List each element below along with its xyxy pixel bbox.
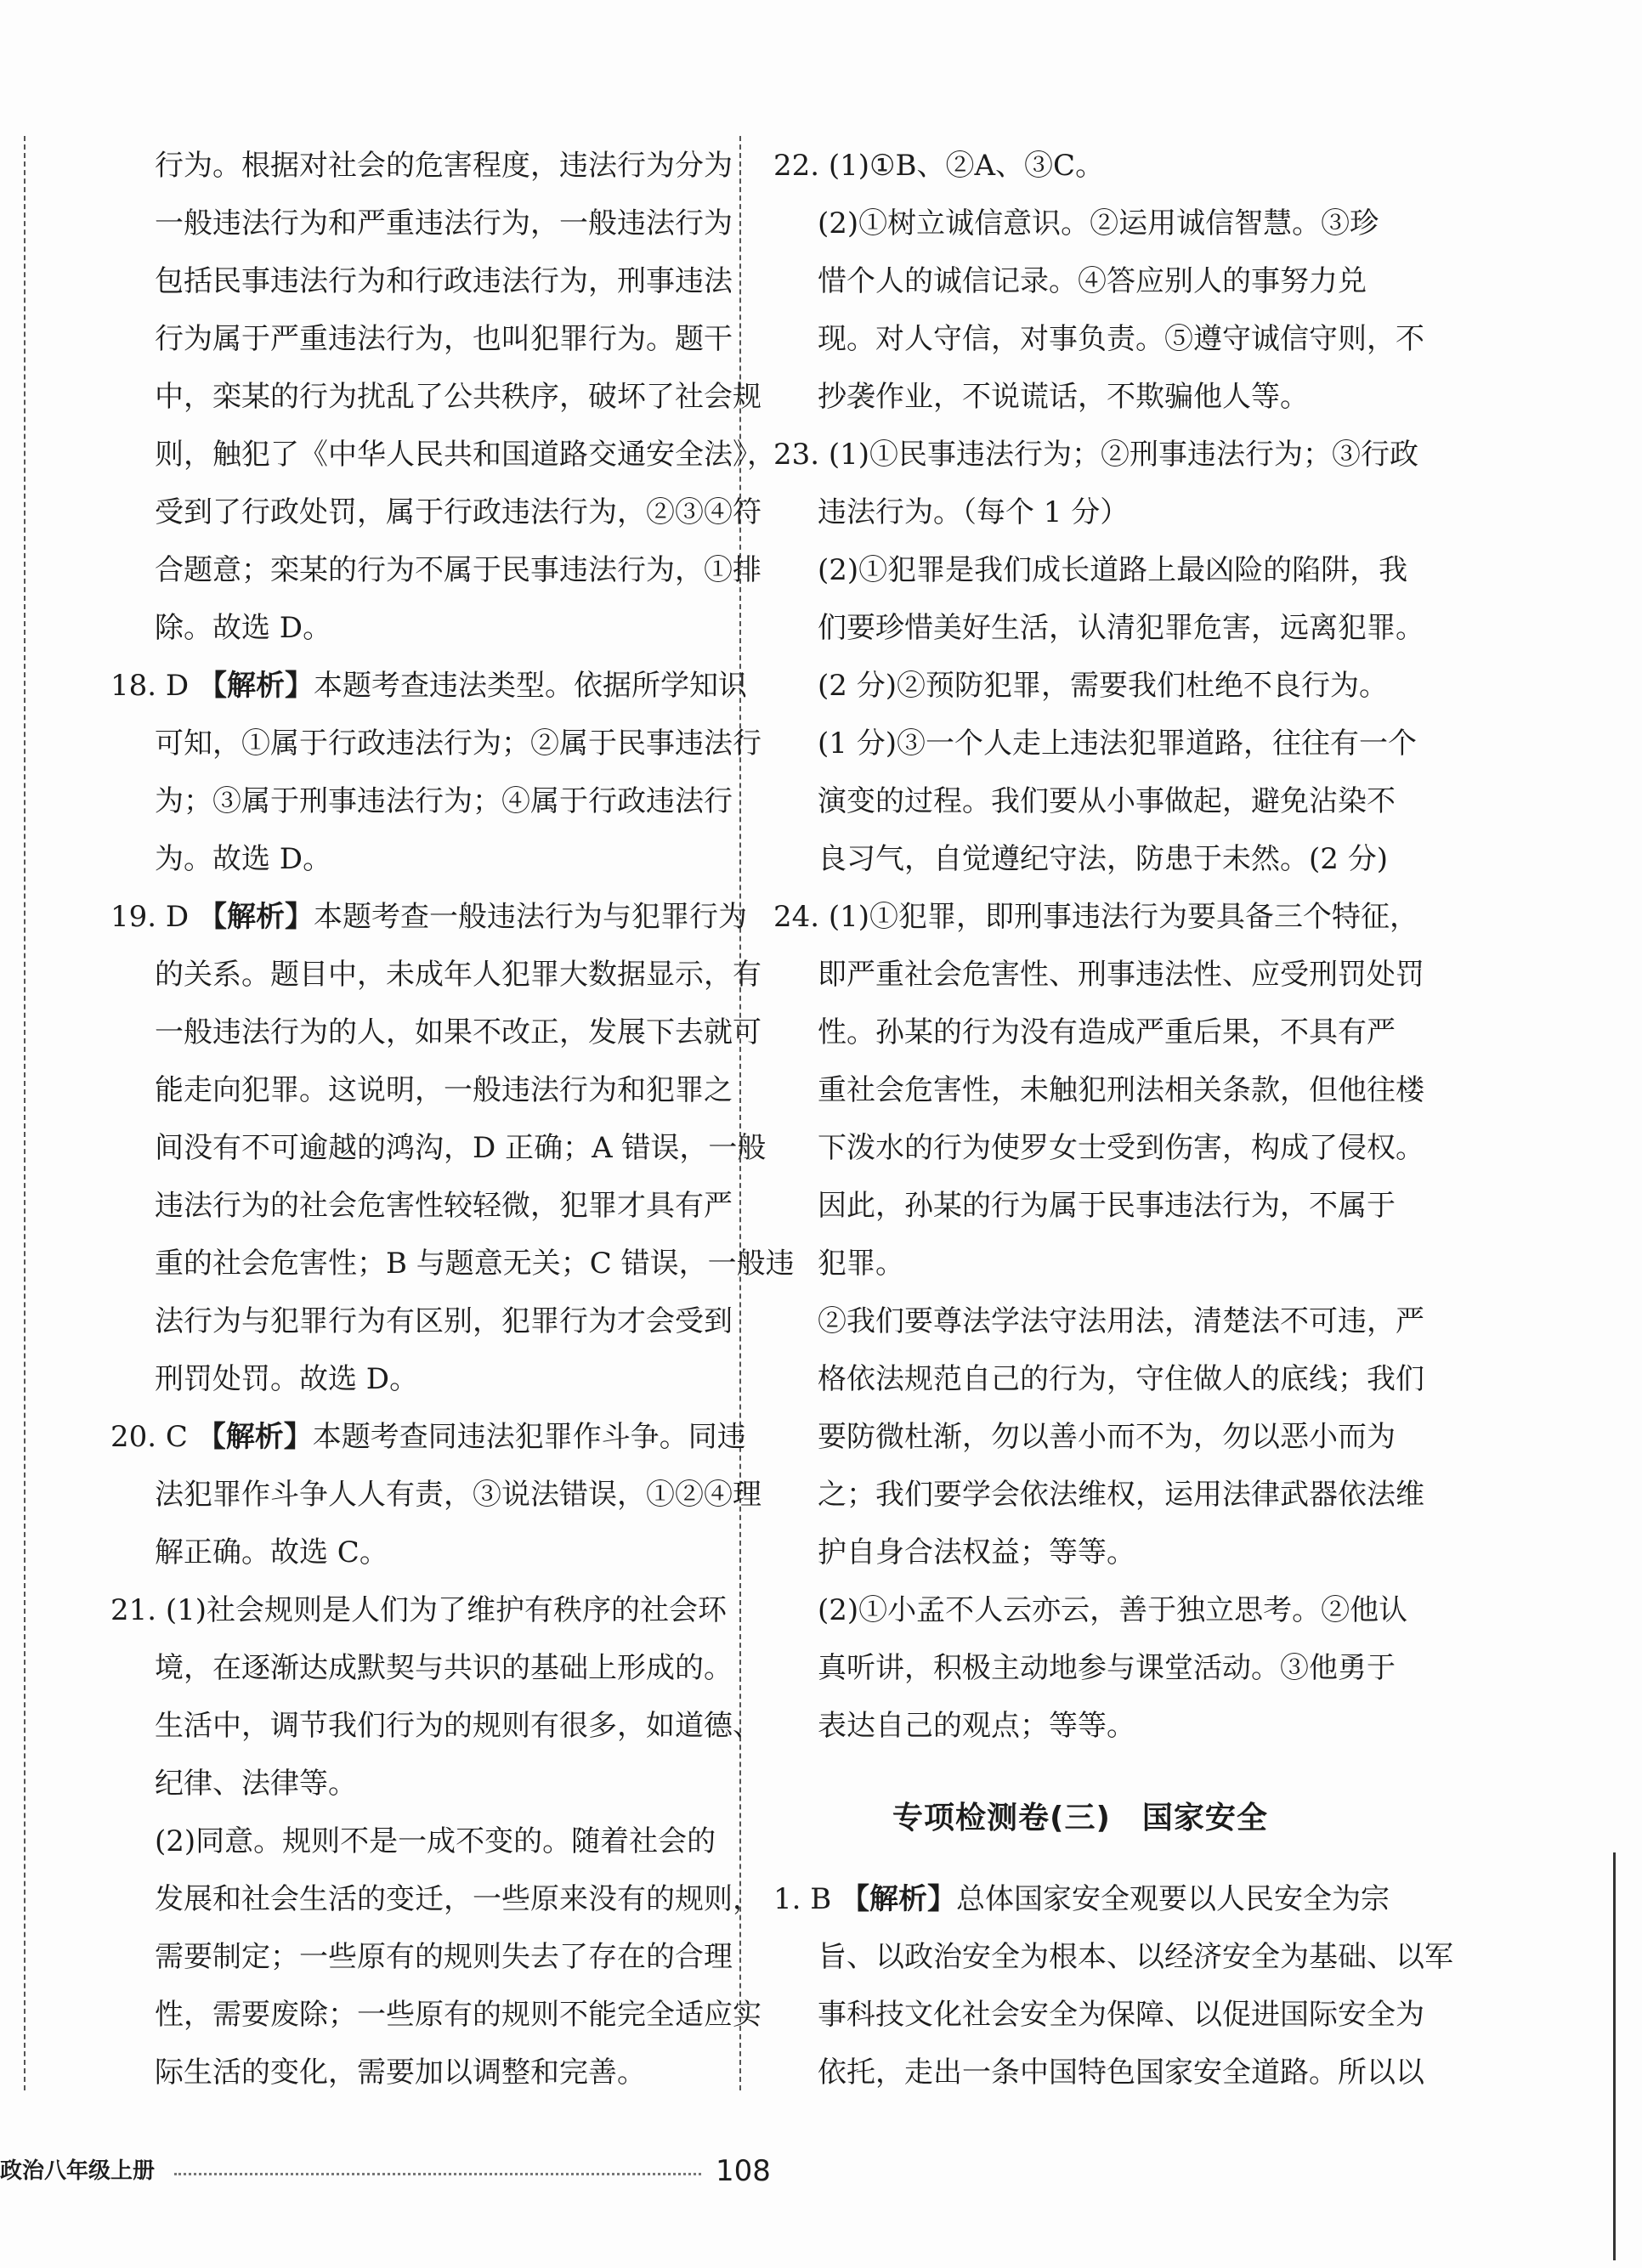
- text-line: 真听讲，积极主动地参与课堂活动。③他勇于: [818, 1651, 1396, 1685]
- text-line: 需要制定；一些原有的规则失去了存在的合理: [155, 1940, 733, 1974]
- book-label: 政治八年级上册: [0, 2158, 156, 2184]
- analysis-tag: 【解析】: [197, 900, 314, 934]
- text-line: 要防微杜渐，勿以善小而不为，勿以恶小而为: [818, 1420, 1396, 1454]
- analysis-tag: 【解析】: [841, 1882, 957, 1916]
- text-line: 下泼水的行为使罗女士受到伤害，构成了侵权。: [818, 1131, 1424, 1165]
- text-line: 依托，走出一条中国特色国家安全道路。所以以: [818, 2056, 1424, 2090]
- text-line: (2)同意。规则不是一成不变的。随着社会的: [155, 1824, 716, 1858]
- text-line: 事科技文化社会安全为保障、以促进国际安全为: [818, 1998, 1424, 2032]
- text-line: 惜个人的诚信记录。④答应别人的事努力兑: [818, 264, 1367, 298]
- text-line: 中，栾某的行为扰乱了公共秩序，破坏了社会规: [155, 380, 762, 414]
- text-line: 可知，①属于行政违法行为；②属于民事违法行: [155, 727, 762, 761]
- answer-number: 19. D: [110, 900, 190, 934]
- text-line: 犯罪。: [818, 1247, 904, 1281]
- text-line: 因此，孙某的行为属于民事违法行为，不属于: [818, 1189, 1396, 1223]
- binding-margin-rule: [24, 136, 25, 2090]
- text-line: (2)①树立诚信意识。②运用诚信智慧。③珍: [818, 206, 1379, 240]
- column-divider-rule: [739, 136, 741, 2090]
- text-line: 护自身合法权益；等等。: [818, 1536, 1135, 1570]
- analysis-tag: 【解析】: [196, 1420, 313, 1454]
- text-line: 为。故选 D。: [155, 842, 332, 876]
- analysis-tag: 【解析】: [197, 669, 314, 703]
- answer-first-line: 21. (1)社会规则是人们为了维护有秩序的社会环: [110, 1593, 728, 1627]
- page-edge-rule: [1613, 1852, 1616, 2260]
- text-line: 解正确。故选 C。: [155, 1536, 388, 1570]
- answer-text: 本题考查违法类型。依据所学知识: [313, 669, 747, 703]
- answer-text: 本题考查同违法犯罪作斗争。同违: [312, 1420, 746, 1454]
- text-line: 一般违法行为的人，如果不改正，发展下去就可: [155, 1015, 762, 1049]
- page-number: 108: [716, 2154, 771, 2188]
- text-line: (2)①小孟不人云亦云，善于独立思考。②他认: [818, 1593, 1408, 1627]
- answer-text: 本题考查一般违法行为与犯罪行为: [313, 900, 747, 934]
- footer-dotted-leader: [174, 2173, 701, 2175]
- text-line: 受到了行政处罚，属于行政违法行为，②③④符: [155, 495, 762, 529]
- text-line: ②我们要尊法学法守法用法，清楚法不可违，严: [818, 1304, 1424, 1338]
- text-line: 即严重社会危害性、刑事违法性、应受刑罚处罚: [818, 958, 1424, 992]
- answer-number: 1. B: [773, 1882, 832, 1916]
- text-line: 合题意；栾某的行为不属于民事违法行为，①排: [155, 553, 762, 587]
- text-line: 生活中，调节我们行为的规则有很多，如道德、: [155, 1709, 762, 1743]
- text-line: 良习气，自觉遵纪守法，防患于未然。(2 分): [818, 842, 1388, 876]
- text-line: 之；我们要学会依法维权，运用法律武器依法维: [818, 1478, 1424, 1512]
- section-title: 专项检测卷(三) 国家安全: [892, 1801, 1268, 1835]
- text-line: 行为。根据对社会的危害程度，违法行为分为: [155, 149, 733, 183]
- answer-number: 18. D: [110, 669, 190, 703]
- text-line: (1 分)③一个人走上违法犯罪道路，往往有一个: [818, 727, 1417, 761]
- text-line: 格依法规范自己的行为，守住做人的底线；我们: [818, 1362, 1424, 1396]
- text-line: 违法行为。（每个 1 分）: [818, 495, 1130, 529]
- text-line: 行为属于严重违法行为，也叫犯罪行为。题干: [155, 322, 733, 356]
- text-line: 除。故选 D。: [155, 611, 332, 645]
- text-line: 纪律、法律等。: [155, 1767, 357, 1801]
- text-line: 则，触犯了《中华人民共和国道路交通安全法》，: [155, 438, 776, 472]
- text-line: 间没有不可逾越的鸿沟，D 正确；A 错误，一般: [155, 1131, 767, 1165]
- text-line: 一般违法行为和严重违法行为，一般违法行为: [155, 206, 733, 240]
- answer-first-line: [773, 1882, 1390, 1916]
- answer-number: 20. C: [110, 1420, 188, 1454]
- answer-first-line: 22. (1)①B、②A、③C。: [773, 149, 1105, 183]
- text-line: 刑罚处罚。故选 D。: [155, 1362, 419, 1396]
- text-line: 际生活的变化，需要加以调整和完善。: [155, 2056, 646, 2090]
- answer-first-line: 24. (1)①犯罪，即刑事违法行为要具备三个特征，: [773, 900, 1419, 934]
- text-line: 演变的过程。我们要从小事做起，避免沾染不: [818, 784, 1396, 818]
- text-line: 的关系。题目中，未成年人犯罪大数据显示，有: [155, 958, 762, 992]
- text-line: 发展和社会生活的变迁，一些原来没有的规则，: [155, 1882, 762, 1916]
- page-footer: [0, 2154, 1642, 2197]
- answer-first-line: [110, 1420, 746, 1454]
- text-line: 表达自己的观点；等等。: [818, 1709, 1135, 1743]
- answer-first-line: 23. (1)①民事违法行为；②刑事违法行为；③行政: [773, 438, 1419, 472]
- answer-first-line: [110, 669, 747, 703]
- text-line: 为；③属于刑事违法行为；④属于行政违法行: [155, 784, 733, 818]
- answer-text: 总体国家安全观要以人民安全为宗: [956, 1882, 1390, 1916]
- text-line: (2)①犯罪是我们成长道路上最凶险的陷阱，我: [818, 553, 1408, 587]
- answer-first-line: [110, 900, 747, 934]
- text-line: 现。对人守信，对事负责。⑤遵守诚信守则，不: [818, 322, 1424, 356]
- text-line: 违法行为的社会危害性较轻微，犯罪才具有严: [155, 1189, 733, 1223]
- text-line: 包括民事违法行为和行政违法行为，刑事违法: [155, 264, 733, 298]
- text-line: 重的社会危害性；B 与题意无关；C 错误，一般违: [155, 1247, 795, 1281]
- text-line: 们要珍惜美好生活，认清犯罪危害，远离犯罪。: [818, 611, 1424, 645]
- text-line: (2 分)②预防犯罪，需要我们杜绝不良行为。: [818, 669, 1388, 703]
- text-line: 性，需要废除；一些原有的规则不能完全适应实: [155, 1998, 762, 2032]
- text-line: 抄袭作业，不说谎话，不欺骗他人等。: [818, 380, 1309, 414]
- text-line: 能走向犯罪。这说明，一般违法行为和犯罪之: [155, 1073, 733, 1107]
- text-line: 法犯罪作斗争人人有责，③说法错误，①②④理: [155, 1478, 762, 1512]
- text-line: 法行为与犯罪行为有区别，犯罪行为才会受到: [155, 1304, 733, 1338]
- text-line: 性。孙某的行为没有造成严重后果，不具有严: [818, 1015, 1396, 1049]
- text-line: 旨、以政治安全为根本、以经济安全为基础、以军: [818, 1940, 1453, 1974]
- text-line: 重社会危害性，未触犯刑法相关条款，但他往楼: [818, 1073, 1424, 1107]
- text-line: 境，在逐渐达成默契与共识的基础上形成的。: [155, 1651, 733, 1685]
